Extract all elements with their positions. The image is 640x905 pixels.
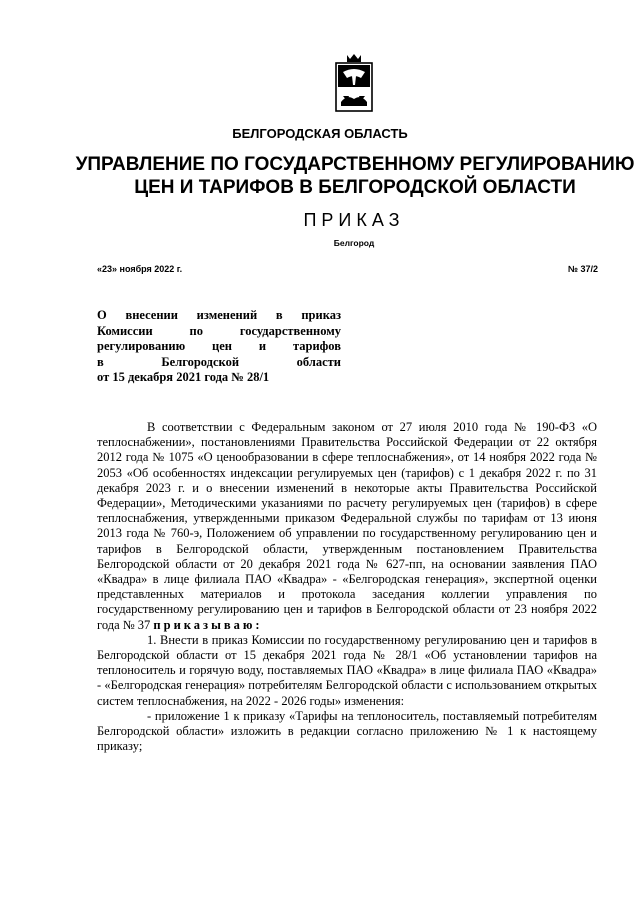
agency-name-line-2: ЦЕН И ТАРИФОВ В БЕЛГОРОДСКОЙ ОБЛАСТИ [134, 177, 576, 198]
document-subject [97, 308, 341, 386]
region-name: БЕЛГОРОДСКАЯ ОБЛАСТЬ [232, 126, 408, 141]
document-date: «23» ноября 2022 г. [97, 264, 183, 274]
document-type: ПРИКАЗ [303, 210, 405, 230]
subject-line-3: регулированию цен и тарифов [97, 339, 341, 353]
order-word: приказываю: [153, 617, 263, 632]
subject-line-4: в Белгородской области [97, 354, 341, 369]
preamble-paragraph [97, 420, 597, 633]
agency-name [60, 153, 640, 199]
preamble-text: В соответствии с Федеральным законом от 27 июля 2010 года № 190-ФЗ «О теплоснабжении», постановлениями Правительства Российской Федерации от 22 октября 2012 года № 1075 «О ценообразовании в сфере теплоснабжения», от 14 ноября 2022 года № 2053 «Об особенностях индексации регулируемых цен (тарифов) с 1 декабря 2022 г. по 31 декабря 2023 г. и о внесении изменений в некоторые акты Правительства Российской Федерации», Методическими указаниями по расчету регулируемых цен (тарифов) в сфере теплоснабжения, утвержденными приказом Федеральной службы по тарифам от 13 июня 2013 года № 760-э, Положением об управлении по государственному регулированию цен и тарифов в Белгородской области, утвержденным постановлением Правительства Белгородской области от 20 декабря 2021 года № 627-пп, на основании заявления ПАО «Квадра» в лице филиала ПАО «Квадра» - «Белгородская генерация», экспертной оценки представленных материалов и протокола заседания коллегии управления по государственному регулированию цен и тарифов в Белгородской области от 23 ноября 2022 года № 37 [97, 420, 597, 632]
subject-line-5: от 15 декабря 2021 года № 28/1 [97, 370, 270, 384]
subject-line-1: О внесении изменений в приказ [97, 308, 341, 322]
document-body [97, 420, 597, 754]
document-city: Белгород [333, 238, 375, 248]
subject-line-2: Комиссии по государственному [97, 323, 341, 338]
agency-name-line-1: УПРАВЛЕНИЕ ПО ГОСУДАРСТВЕННОМУ РЕГУЛИРОВАНИЮ [75, 154, 635, 175]
coat-of-arms-emblem [333, 52, 375, 114]
document-number: № 37/2 [567, 264, 598, 274]
item-1-paragraph: 1. Внести в приказ Комиссии по государственному регулированию цен и тарифов в Белгородской области от 15 декабря 2021 года № 28/1 «Об установлении тарифов на теплоноситель и горячую воду, поставляемых ПАО «Квадра» в лице филиала ПАО «Квадра» - «Белгородская генерация» потребителям Белгородской области с использованием открытых систем теплоснабжения, на 2022 - 2026 годы» изменения: [97, 632, 597, 708]
item-1-subparagraph: - приложение 1 к приказу «Тарифы на теплоноситель, поставляемый потребителям Белгородской области» изложить в редакции согласно приложению № 1 к настоящему приказу; [97, 708, 597, 754]
